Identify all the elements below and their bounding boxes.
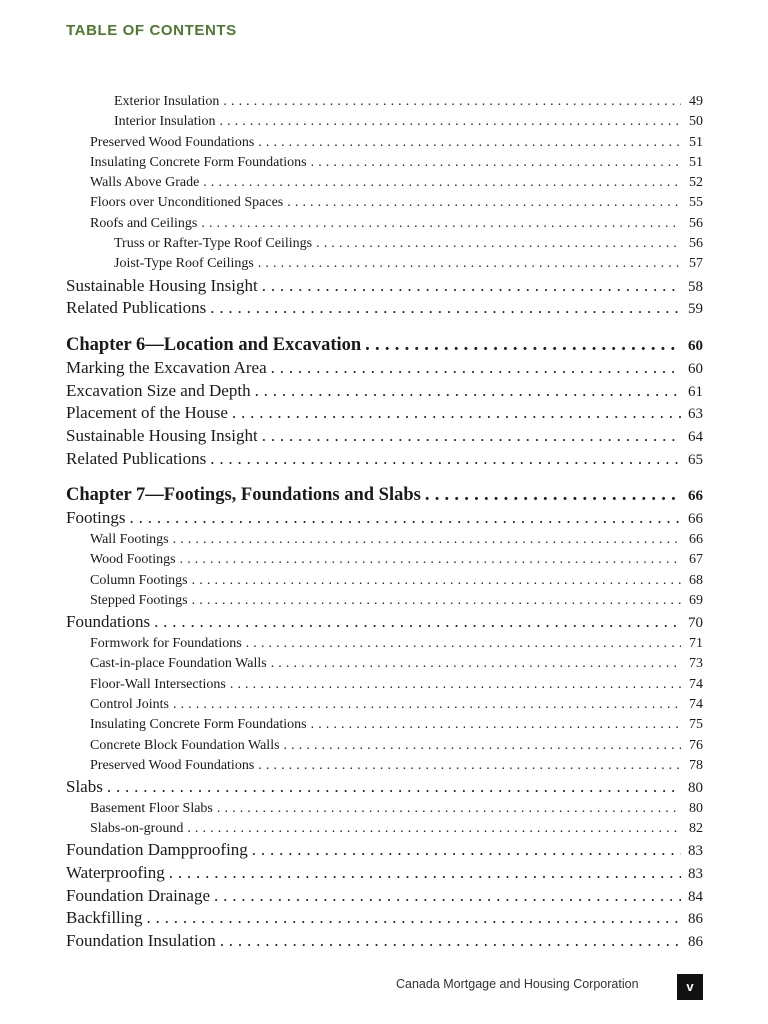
dot-leader [258,133,681,153]
toc-entry[interactable] [66,448,703,471]
toc-entry[interactable] [66,756,703,776]
toc-entry-title: Formwork for Foundations [90,634,246,654]
dot-leader [262,425,681,448]
toc-entry-page: 78 [689,757,703,773]
toc-entry[interactable] [66,591,703,611]
toc-entry-title: Foundation Dampproofing [66,839,252,862]
toc-entry[interactable] [66,654,703,674]
page-number: v [677,974,703,1000]
toc-entry-title: Basement Floor Slabs [90,799,217,819]
toc-entry-title: Column Footings [90,571,192,591]
dot-leader [146,907,681,930]
dot-leader [365,333,681,357]
toc-entry-page: 73 [689,656,703,672]
toc-entry-page: 86 [688,934,703,951]
dot-leader [169,862,681,885]
toc-entry-page: 84 [688,888,703,905]
toc-entry-page: 64 [688,429,703,446]
toc-entry-title: Interior Insulation [114,112,219,132]
toc-entry[interactable] [66,153,703,173]
toc-entry[interactable] [66,380,703,403]
toc-entry-title: Wall Footings [90,530,173,550]
toc-entry-page: 71 [689,636,703,652]
dot-leader [258,254,681,274]
toc-entry-title: Foundations [66,611,154,634]
dot-leader [107,776,681,799]
dot-leader [192,591,681,611]
dot-leader [180,550,681,570]
toc-entry[interactable] [66,234,703,254]
toc-entry-title: Slabs [66,776,107,799]
toc-entry[interactable] [66,254,703,274]
dot-leader [223,92,681,112]
dot-leader [316,234,681,254]
dot-leader [203,173,681,193]
toc-entry-title: Stepped Footings [90,591,192,611]
dot-leader [154,611,681,634]
toc-entry-page: 74 [689,676,703,692]
toc-entry-page: 50 [689,114,703,130]
toc-entry-page: 75 [689,717,703,733]
toc-entry-page: 82 [689,821,703,837]
dot-leader [219,112,681,132]
dot-leader [173,530,681,550]
dot-leader [130,507,681,530]
dot-leader [252,839,681,862]
toc-entry-title: Floor-Wall Intersections [90,675,230,695]
toc-entry-title: Exterior Insulation [114,92,223,112]
dot-leader [232,402,681,425]
toc-entry[interactable] [66,907,703,930]
toc-entry-title: Placement of the House [66,402,232,425]
toc-entry-title: Related Publications [66,297,210,320]
toc-entry-page: 86 [688,911,703,928]
dot-leader [246,634,681,654]
dot-leader [262,275,681,298]
toc-entry-title: Chapter 6—Location and Excavation [66,333,365,357]
toc-entry-page: 66 [688,488,703,505]
toc-entry[interactable] [66,193,703,213]
toc-entry-page: 60 [688,361,703,378]
toc-entry-page: 59 [688,301,703,318]
toc-entry-page: 80 [688,780,703,797]
toc-entry-page: 55 [689,195,703,211]
toc-entry-page: 61 [688,383,703,400]
toc-entry-page: 58 [688,278,703,295]
toc-entry-page: 52 [689,175,703,191]
toc-entry-title: Preserved Wood Foundations [90,133,258,153]
toc-entry-page: 49 [689,94,703,109]
toc-list [66,92,703,953]
toc-chapter-entry[interactable] [66,333,703,357]
toc-entry-page: 63 [688,406,703,423]
toc-entry[interactable] [66,297,703,320]
toc-entry-title: Waterproofing [66,862,169,885]
toc-entry-title: Concrete Block Foundation Walls [90,736,284,756]
toc-entry-title: Insulating Concrete Form Foundations [90,153,311,173]
toc-heading: TABLE OF CONTENTS [66,22,237,39]
dot-leader [271,654,681,674]
toc-entry-page: 57 [689,256,703,272]
toc-entry[interactable] [66,634,703,654]
toc-entry-title: Sustainable Housing Insight [66,425,262,448]
dot-leader [271,357,681,380]
toc-entry[interactable] [66,675,703,695]
toc-entry[interactable] [66,357,703,380]
footer-publisher: Canada Mortgage and Housing Corporation [396,977,639,991]
toc-entry-title: Related Publications [66,448,210,471]
dot-leader [217,799,681,819]
toc-entry-title: Roofs and Ceilings [90,214,201,234]
toc-entry-page: 56 [689,215,703,231]
toc-entry-title: Marking the Excavation Area [66,357,271,380]
toc-entry-page: 65 [688,451,703,468]
dot-leader [255,380,681,403]
dot-leader [258,756,681,776]
toc-entry[interactable] [66,275,703,298]
toc-entry-page: 68 [689,572,703,588]
toc-entry-title: Floors over Unconditioned Spaces [90,193,287,213]
toc-entry[interactable] [66,550,703,570]
dot-leader [173,695,681,715]
toc-entry-title: Preserved Wood Foundations [90,756,258,776]
toc-entry-title: Sustainable Housing Insight [66,275,262,298]
toc-entry-title: Walls Above Grade [90,173,203,193]
dot-leader [210,297,681,320]
dot-leader [287,193,681,213]
dot-leader [210,448,681,471]
toc-entry-page: 70 [688,615,703,632]
toc-entry-page: 69 [689,593,703,609]
dot-leader [192,571,681,591]
toc-entry-page: 56 [689,236,703,252]
toc-entry[interactable] [66,930,703,953]
toc-entry[interactable] [66,112,703,132]
toc-entry[interactable] [66,695,703,715]
toc-entry[interactable] [66,839,703,862]
toc-entry-page: 83 [688,866,703,883]
toc-entry[interactable] [66,571,703,591]
toc-entry[interactable] [66,776,703,799]
dot-leader [220,930,681,953]
toc-entry-page: 66 [688,511,703,528]
dot-leader [230,675,681,695]
toc-entry[interactable] [66,885,703,908]
toc-entry-title: Truss or Rafter-Type Roof Ceilings [114,234,316,254]
toc-entry-title: Insulating Concrete Form Foundations [90,715,311,735]
toc-entry-page: 60 [688,338,703,355]
toc-entry[interactable] [66,507,703,530]
toc-chapter-entry[interactable] [66,483,703,507]
dot-leader [284,736,681,756]
dot-leader [311,715,681,735]
toc-entry-title: Cast-in-place Foundation Walls [90,654,271,674]
toc-entry[interactable] [66,133,703,153]
toc-entry[interactable] [66,819,703,839]
toc-entry[interactable] [66,425,703,448]
toc-entry-title: Control Joints [90,695,173,715]
toc-entry[interactable] [66,799,703,819]
toc-entry[interactable] [66,173,703,193]
dot-leader [201,214,681,234]
toc-entry-page: 80 [689,800,703,816]
toc-entry[interactable] [66,402,703,425]
dot-leader [214,885,681,908]
toc-entry-title: Excavation Size and Depth [66,380,255,403]
toc-entry[interactable] [66,715,703,735]
toc-entry-page: 76 [689,737,703,753]
toc-entry[interactable] [66,611,703,634]
toc-entry-title: Wood Footings [90,550,180,570]
toc-entry[interactable] [66,92,703,112]
toc-entry-title: Chapter 7—Footings, Foundations and Slabs [66,483,425,507]
toc-entry-title: Slabs-on-ground [90,819,187,839]
toc-entry-title: Foundation Drainage [66,885,214,908]
toc-entry-title: Foundation Insulation [66,930,220,953]
toc-entry-page: 74 [689,696,703,712]
dot-leader [311,153,681,173]
toc-entry-title: Joist-Type Roof Ceilings [114,254,258,274]
toc-entry[interactable] [66,530,703,550]
dot-leader [187,819,681,839]
toc-entry-page: 51 [689,154,703,170]
toc-entry[interactable] [66,214,703,234]
toc-entry-title: Footings [66,507,130,530]
toc-entry-page: 51 [689,134,703,150]
toc-entry[interactable] [66,862,703,885]
toc-entry-page: 66 [689,532,703,548]
dot-leader [425,483,681,507]
toc-entry-page: 67 [689,552,703,568]
toc-entry-title: Backfilling [66,907,146,930]
toc-entry-page: 83 [688,843,703,860]
toc-entry[interactable] [66,736,703,756]
